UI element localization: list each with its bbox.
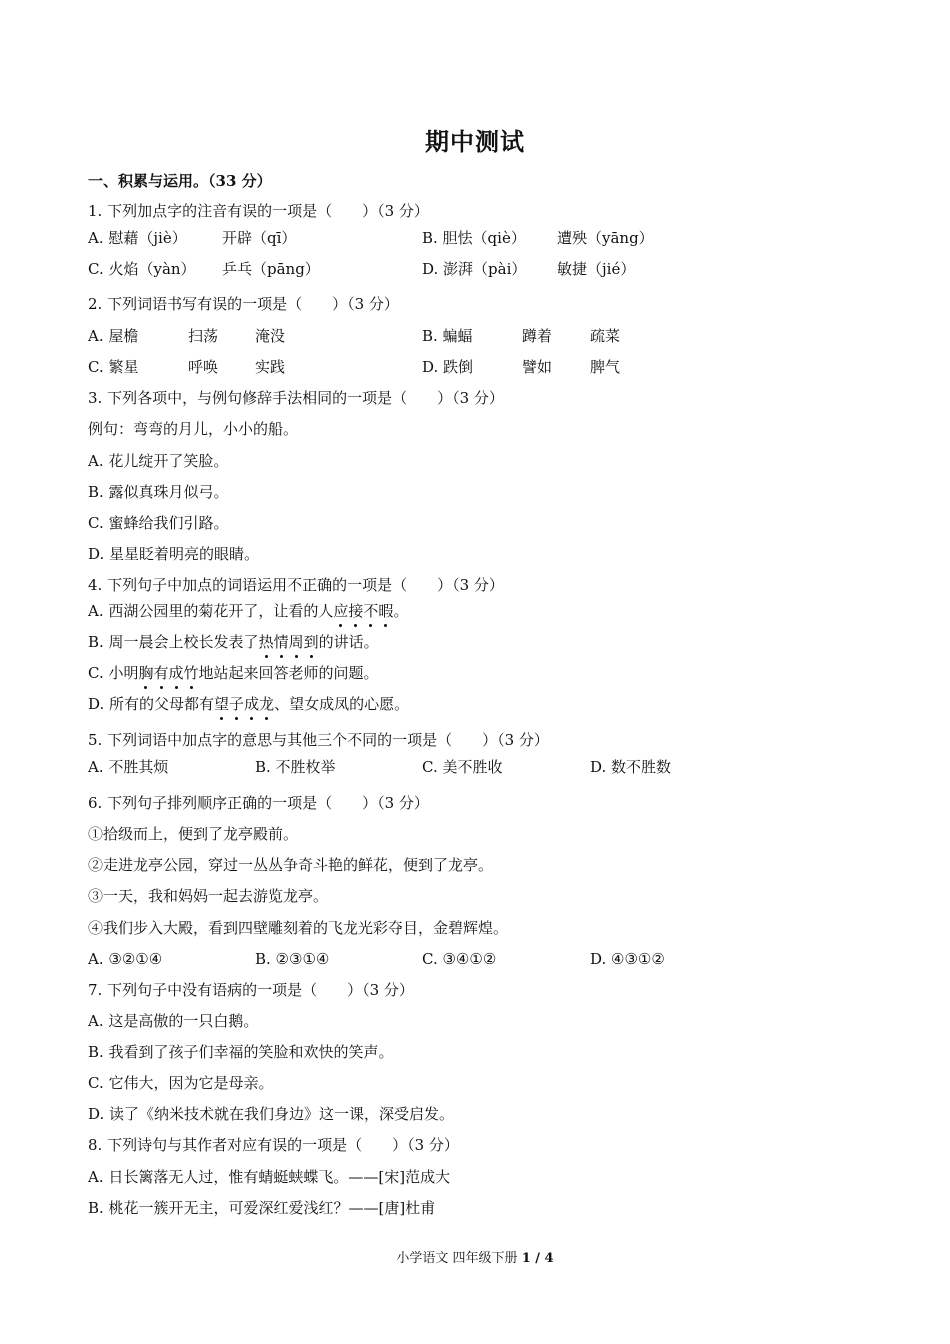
q2-option-a-2: 扫荡: [188, 327, 219, 345]
q8-option-a: A. 日长篱落无人过，惟有蜻蜓蛱蝶飞。——[宋]范成大: [88, 1168, 451, 1186]
q5-option-d: D. 数不胜数: [590, 758, 672, 776]
q1-option-d2: 敏捷（jié）: [557, 260, 636, 278]
q4-option-b: B. 周一晨会上校长发表了热情周到的讲话。: [88, 633, 379, 651]
q4-option-a: A. 西湖公园里的菊花开了，让看的人应接不暇。: [88, 602, 409, 620]
q3-option-d: D. 星星眨着明亮的眼睛。: [88, 545, 260, 563]
q5-option-a: A. 不胜其烦: [88, 758, 169, 776]
page-title: 期中测试: [425, 127, 525, 156]
q3-example: 例句：弯弯的月儿，小小的船。: [88, 420, 299, 438]
dotted-phrase: 胸有成竹: [138, 664, 199, 682]
q6-sentence-4: ④我们步入大殿，看到四壁雕刻着的飞龙光彩夺目，金碧辉煌。: [88, 919, 509, 937]
q6-sentence-3: ③一天，我和妈妈一起去游览龙亭。: [88, 887, 329, 905]
q7-option-a: A. 这是高傲的一只白鹅。: [88, 1012, 259, 1030]
section-heading: 一、积累与运用。（33 分）: [88, 172, 272, 190]
q7-option-d: D. 读了《纳米技术就在我们身边》这一课，深受启发。: [88, 1105, 455, 1123]
q4-stem: 4. 下列句子中加点的词语运用不正确的一项是（ ）（3 分）: [88, 576, 504, 594]
q6-option-d: D. ④③①②: [590, 950, 665, 968]
q8-option-b: B. 桃花一簇开无主，可爱深红爱浅红？——[唐]杜甫: [88, 1199, 436, 1217]
q6-option-c: C. ③④①②: [422, 950, 497, 968]
q6-option-b: B. ②③①④: [255, 950, 330, 968]
q1-option-a1: A. 慰藉（jiè）: [88, 229, 187, 247]
q4-option-c: C. 小明胸有成竹地站起来回答老师的问题。: [88, 664, 379, 682]
q1-option-d1: D. 澎湃（pài）: [422, 260, 527, 278]
q2-option-c-3: 实践: [255, 358, 286, 376]
page-number: 1 / 4: [521, 1251, 554, 1266]
q6-sentence-2: ②走进龙亭公园，穿过一丛丛争奇斗艳的鲜花，便到了龙亭。: [88, 856, 494, 874]
q2-option-d-1: D. 跌倒: [422, 358, 474, 376]
dotted-phrase: 热情周到: [258, 633, 319, 651]
q1-option-a2: 开辟（qī）: [222, 229, 297, 247]
q8-stem: 8. 下列诗句与其作者对应有误的一项是（ ）（3 分）: [88, 1136, 459, 1154]
q1-option-b1: B. 胆怯（qiè）: [422, 229, 526, 247]
footer-text: 小学语文 四年级下册: [396, 1251, 522, 1266]
q2-option-a-3: 淹没: [255, 327, 286, 345]
q4-option-d: D. 所有的父母都有望子成龙、望女成凤的心愿。: [88, 695, 410, 713]
q2-option-a-1: A. 屋檐: [88, 327, 139, 345]
q5-option-b: B. 不胜枚举: [255, 758, 336, 776]
q2-option-d-2: 譬如: [522, 358, 553, 376]
q2-option-c-1: C. 繁星: [88, 358, 139, 376]
q3-option-b: B. 露似真珠月似弓。: [88, 483, 229, 501]
q1-option-b2: 遭殃（yāng）: [557, 229, 654, 247]
q7-stem: 7. 下列句子中没有语病的一项是（ ）（3 分）: [88, 981, 414, 999]
q6-sentence-1: ①拾级而上，便到了龙亭殿前。: [88, 825, 299, 843]
q1-stem: 1. 下列加点字的注音有误的一项是（ ）（3 分）: [88, 202, 429, 220]
dotted-phrase: 应接不暇: [333, 602, 394, 620]
q6-option-a: A. ③②①④: [88, 950, 163, 968]
q5-option-c: C. 美不胜收: [422, 758, 503, 776]
q5-stem: 5. 下列词语中加点字的意思与其他三个不同的一项是（ ）（3 分）: [88, 731, 549, 749]
q1-option-c1: C. 火焰（yàn）: [88, 260, 196, 278]
q3-option-a: A. 花儿绽开了笑脸。: [88, 452, 229, 470]
q7-option-c: C. 它伟大，因为它是母亲。: [88, 1074, 274, 1092]
q2-stem: 2. 下列词语书写有误的一项是（ ）（3 分）: [88, 295, 399, 313]
dotted-phrase: 望子成龙: [214, 695, 275, 713]
q2-option-b-1: B. 蝙蝠: [422, 327, 473, 345]
q2-option-d-3: 脾气: [590, 358, 621, 376]
q2-option-b-3: 疏菜: [590, 327, 621, 345]
q7-option-b: B. 我看到了孩子们幸福的笑脸和欢快的笑声。: [88, 1043, 394, 1061]
q6-stem: 6. 下列句子排列顺序正确的一项是（ ）（3 分）: [88, 794, 429, 812]
q3-stem: 3. 下列各项中，与例句修辞手法相同的一项是（ ）（3 分）: [88, 389, 504, 407]
page-footer: [0, 1247, 950, 1266]
q1-option-c2: 乒乓（pāng）: [222, 260, 320, 278]
q3-option-c: C. 蜜蜂给我们引路。: [88, 514, 229, 532]
q2-option-b-2: 蹲着: [522, 327, 553, 345]
q2-option-c-2: 呼唤: [188, 358, 219, 376]
